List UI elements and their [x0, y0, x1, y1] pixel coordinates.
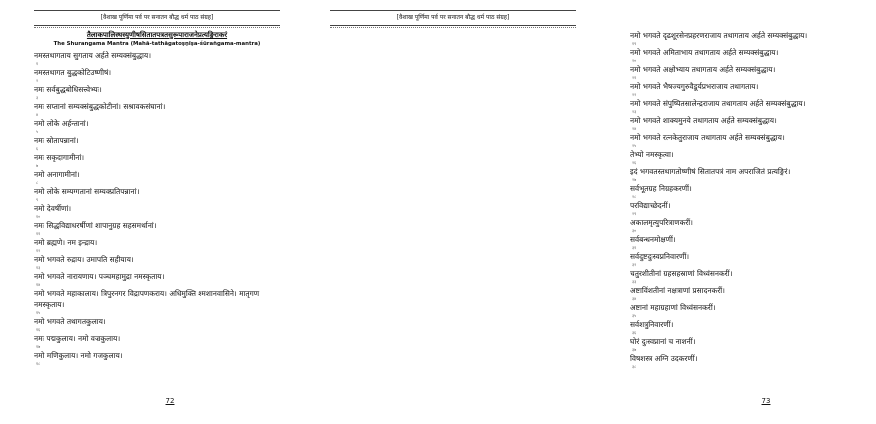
page-number-left: [150, 396, 190, 406]
verse-number: १६: [36, 327, 41, 332]
verse-number: ११: [36, 231, 41, 236]
mantra-line: तेभ्यो नमस्कृत्वा।: [630, 150, 674, 159]
mantra-line: सर्वशत्रुनिवारणीं।: [630, 320, 674, 329]
mantra-line: नमो भगवते दृढशूरसेनप्रहरणराजाय तथागताय अर्हते सम्यक्संबुद्धाय।: [630, 31, 808, 40]
mantra-line: नमो भगवते अक्षोभ्याय तथागताय अर्हते सम्यक्संबुद्धाय।: [630, 65, 776, 74]
verse-number: २८: [632, 194, 637, 199]
mantra-line: नमो भगवते भैषज्यगुरुवैडूर्यप्रभराजाय तथागताय।: [630, 82, 759, 91]
mantra-line: नमो ब्रह्मणे। नम इन्द्राय।: [34, 238, 98, 247]
right-page-text: [630, 30, 876, 370]
mantra-line: चतुरशीतीनां ग्रहसहस्राणां विध्वंसनकरीं।: [630, 269, 733, 278]
verse-number: ३१: [632, 245, 637, 250]
mantra-line: नमो भगवते रत्नकेतुराजाय तथागताय अर्हते सम्यक्संबुद्धाय।: [630, 133, 785, 142]
mantra-line: नमः पद्मकुलाय। नमो वज्रकुलाय।: [34, 334, 121, 343]
mantra-title-english: The Shurangama Mantra (Mahā-tathāgatoṣṇīṣa-śūraṅgama-mantra): [53, 41, 261, 47]
mantra-line: नमो भगवते नारायणाय। पञ्चमहामुद्रा नमस्कृताय।: [34, 272, 165, 281]
verse-number: ३२: [632, 262, 637, 267]
verse-number: १: [36, 61, 39, 66]
mantra-line: नमः सप्तानां सम्यक्संबुद्धकोटीनां। सश्रावकसंघानां।: [34, 102, 166, 111]
mantra-line: अष्टानां महाग्रहाणां विध्वंसनकरीं।: [630, 303, 716, 312]
verse-number: २९: [632, 211, 637, 216]
verse-number: १०: [36, 214, 41, 219]
verse-number: २४: [632, 126, 637, 131]
mantra-line: नमस्तथागताय सुगताय अर्हते सम्यक्संबुद्धाय।: [34, 51, 152, 60]
verse-number: ८: [36, 180, 39, 185]
mantra-line: परविद्याच्छेदनीं।: [630, 201, 671, 210]
mantra-line: नमः सिद्धविद्याधरर्षीणां शापानुग्रह सहसमर्थानां।: [34, 221, 157, 230]
verse-number: १७: [36, 344, 41, 349]
mantra-line: नमो भगवते संपुष्पितसालेन्द्रराजाय तथागताय अर्हते सम्यक्संबुद्धाय।: [630, 99, 806, 108]
mantra-line: नमो देवर्षीणां।: [34, 204, 72, 213]
mantra-line: नमो लोके अर्हन्तानां।: [34, 119, 89, 128]
page-number-right-value: 73: [761, 397, 771, 405]
verse-number: १३: [36, 265, 41, 270]
mantra-line: नमो भगवते अमिताभाय तथागताय अर्हते सम्यक्संबुद्धाय।: [630, 48, 779, 57]
page-number-left-value: 72: [165, 397, 175, 405]
mantra-line: नमो भगवते शाक्यमुनये तथागताय अर्हते सम्यक्संबुद्धाय।: [630, 116, 777, 125]
right-page: [300, 0, 808, 424]
verse-number: ३७: [632, 347, 637, 352]
mantra-title-block: [34, 30, 280, 48]
verse-number: ३: [36, 95, 39, 100]
mantra-line: नमो मणिकुलाय। नमो गजकुलाय।: [34, 351, 123, 360]
verse-number: ३८: [632, 364, 637, 369]
mantra-line: नमो लोके सम्यग्गतानां सम्यक्प्रतिपन्नानां।: [34, 187, 140, 196]
mantra-line: सर्वदुष्टदुःस्वप्ननिवारणीं।: [630, 252, 690, 261]
mantra-line: सर्वभूतग्रह निग्रहकरणीं।: [630, 184, 692, 193]
verse-number: ९: [36, 197, 39, 202]
mantra-line: इदं भगवतस्तथागतोष्णीषं सितातपत्रं नाम अपराजितं प्रत्यङ्गिरं।: [630, 167, 791, 176]
mantra-line: अकालमृत्युपरित्राणकरीं।: [630, 218, 693, 227]
verse-number: ७: [36, 163, 39, 168]
page-number-right: [746, 396, 786, 406]
mantra-line: नमो भगवते रुद्राय। उमापति सहीयाय।: [34, 255, 134, 264]
running-header-right: [वैशाख पूर्णिमा पर्व पर सनातन बौद्ध धर्म पाठ संग्रह]: [330, 10, 576, 26]
verse-number: ३४: [632, 296, 637, 301]
running-header-left: [वैशाख पूर्णिमा पर्व पर सनातन बौद्ध धर्म पाठ संग्रह]: [34, 10, 280, 26]
verse-number: २१: [632, 75, 637, 80]
mantra-line: नमो अनागामीनां।: [34, 170, 80, 179]
verse-number: ५: [36, 129, 39, 134]
verse-number: ३५: [632, 313, 637, 318]
verse-number: २३: [632, 109, 637, 114]
mantra-line: नमः सकृदागामीनां।: [34, 153, 85, 162]
verse-number: २२: [632, 92, 637, 97]
mantra-line: सर्वबन्धनमोक्षणीं।: [630, 235, 676, 244]
mantra-line: विषशस्त्र अग्नि उदकरणीं।: [630, 354, 698, 363]
verse-number: २: [36, 78, 39, 83]
mantra-line: नमो भगवते महाकालाय। त्रिपुरनगर विद्रापणकराय। अधिमुक्ति श्मशानवासिने। मातृगण नमस्कृताय।: [34, 289, 260, 309]
mantra-title-sanskrit: तैलाकपालिस्थस्युणीषसितातपत्रतसुरूपाराजनेप्रत्यङ्गिराकरं: [86, 31, 228, 39]
left-page-text: [34, 50, 280, 367]
verse-number: ६: [36, 146, 39, 151]
verse-number: ३६: [632, 330, 637, 335]
left-page: [0, 0, 300, 424]
verse-number: १८: [36, 361, 41, 366]
verse-number: ३०: [632, 228, 637, 233]
verse-number: ४: [36, 112, 39, 117]
verse-number: १४: [36, 282, 41, 287]
mantra-line: नमः सर्वबुद्धबोधिसत्त्वेभ्यः।: [34, 85, 102, 94]
verse-number: २५: [632, 143, 637, 148]
verse-number: १९: [632, 41, 637, 46]
verse-number: १५: [36, 310, 41, 315]
mantra-line: नमो भगवते तथागतकुलाय।: [34, 317, 106, 326]
mantra-line: नमस्तथागत बुद्धकोटिउष्णीषं।: [34, 68, 112, 77]
verse-number: ३३: [632, 279, 637, 284]
verse-number: २०: [632, 58, 637, 63]
mantra-line: घोरं दुःस्वप्नानां च नाशनीं।: [630, 337, 696, 346]
verse-number: १२: [36, 248, 41, 253]
verse-number: २७: [632, 177, 637, 182]
verse-number: २६: [632, 160, 637, 165]
mantra-line: अष्टाविंशतीनां नक्षत्राणां प्रसादनकरीं।: [630, 286, 725, 295]
mantra-line: नमः स्रोतापन्नानां।: [34, 136, 79, 145]
